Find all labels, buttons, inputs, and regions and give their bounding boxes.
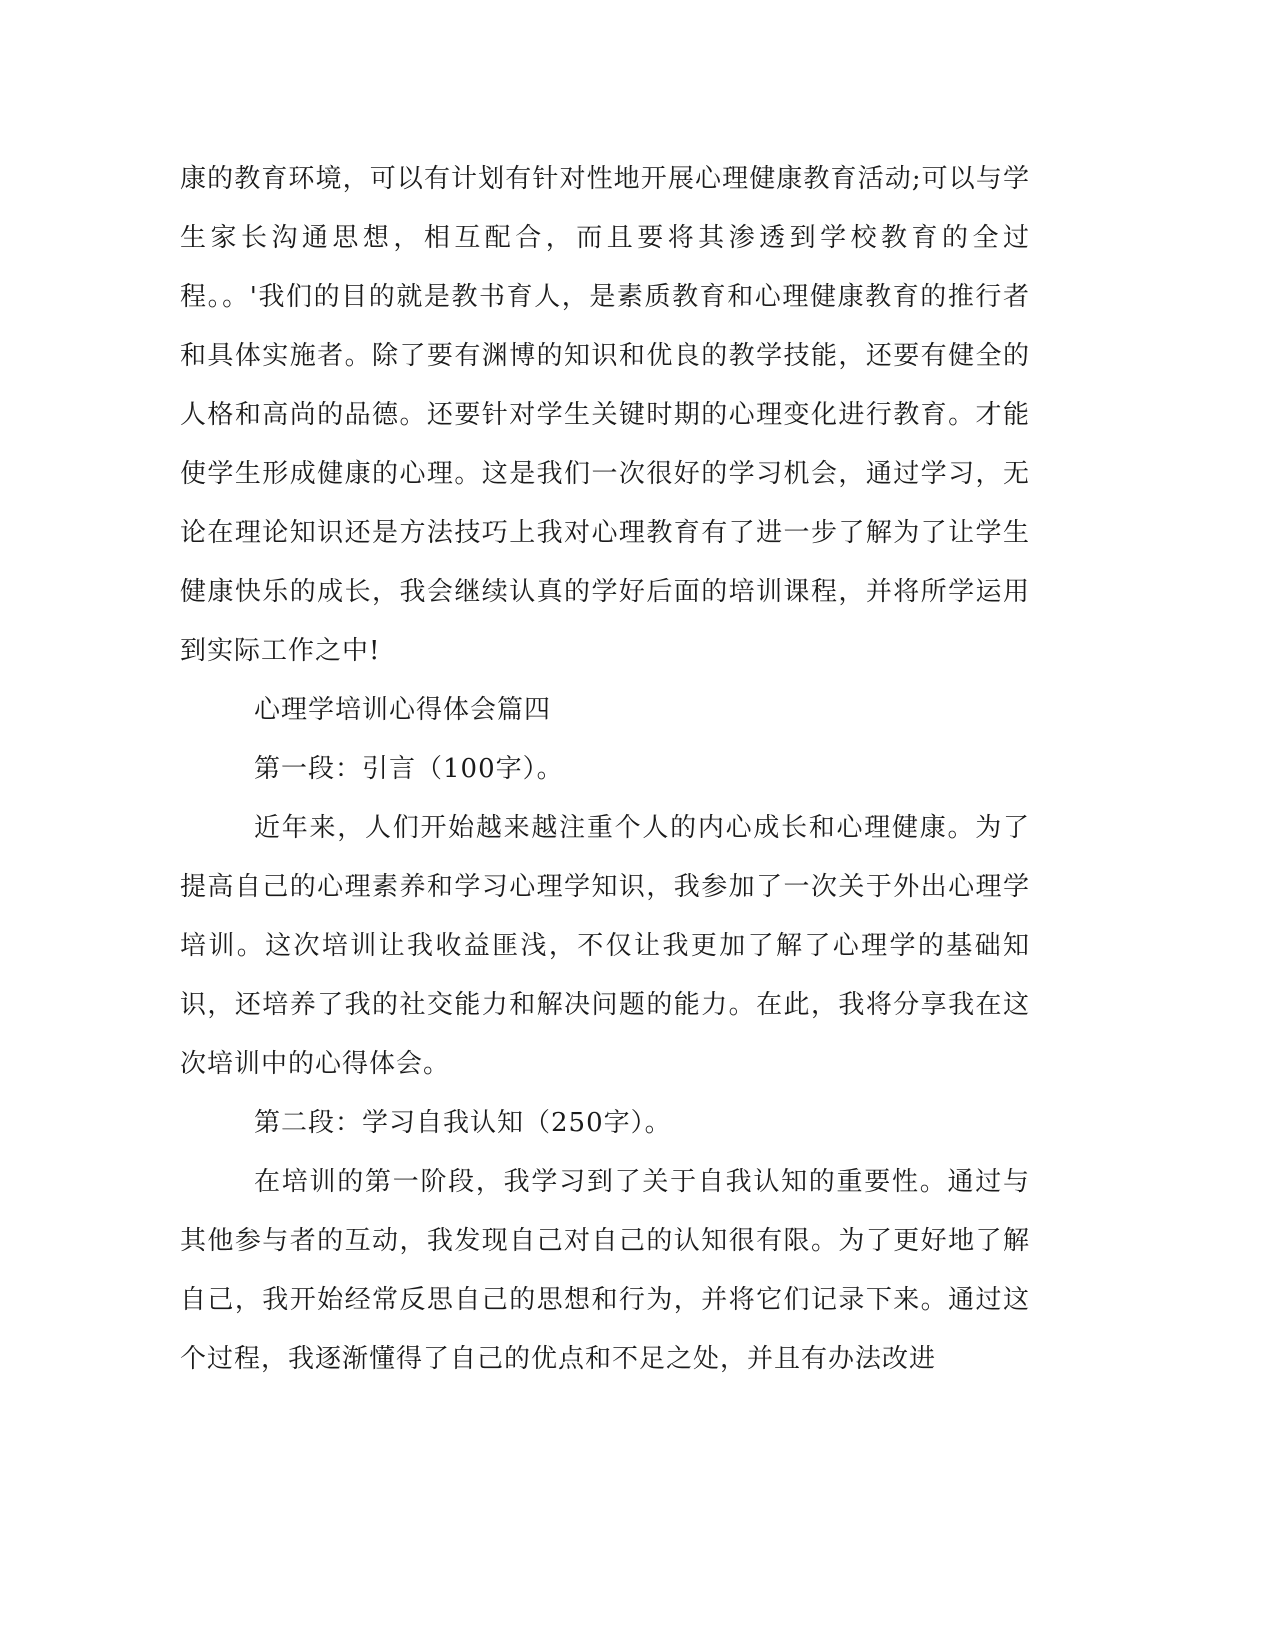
part1-heading: 第一段：引言（100字）。 <box>254 754 564 784</box>
continuation-paragraph: 康的教育环境，可以有计划有针对性地开展心理健康教育活动;可以与学生家长沟通思想，相互配合，而且要将其渗透到学校教育的全过程。。'我们的目的就是教书育人，是素质教育和心理健康教育的推行者和具体实施者。除了要有渊博的知识和优良的教学技能，还要有健全的人格和高尚的品德。还要针对学生关键时期的心理变化进行教育。才能使学生形成健康的心理。这是我们一次很好的学习机会，通过学习，无论在理论知识还是方法技巧上我对心理教育有了进一步了解为了让学生健康快乐的成长，我会继续认真的学好后面的培训课程，并将所学运用到实际工作之中! <box>180 164 1030 666</box>
part2-paragraph: 在培训的第一阶段，我学习到了关于自我认知的重要性。通过与其他参与者的互动，我发现自己对自己的认知很有限。为了更好地了解自己，我开始经常反思自己的思想和行为，并将它们记录下来。通过这个过程，我逐渐懂得了自己的优点和不足之处，并且有办法改进 <box>180 1167 1030 1374</box>
section-title: 心理学培训心得体会篇四 <box>254 695 552 725</box>
document-body <box>180 150 1030 1389</box>
part2-heading: 第二段：学习自我认知（250字）。 <box>254 1108 672 1138</box>
part1-paragraph: 近年来，人们开始越来越注重个人的内心成长和心理健康。为了提高自己的心理素养和学习心理学知识，我参加了一次关于外出心理学培训。这次培训让我收益匪浅，不仅让我更加了解了心理学的基础知识，还培养了我的社交能力和解决问题的能力。在此，我将分享我在这次培训中的心得体会。 <box>180 813 1030 1079</box>
